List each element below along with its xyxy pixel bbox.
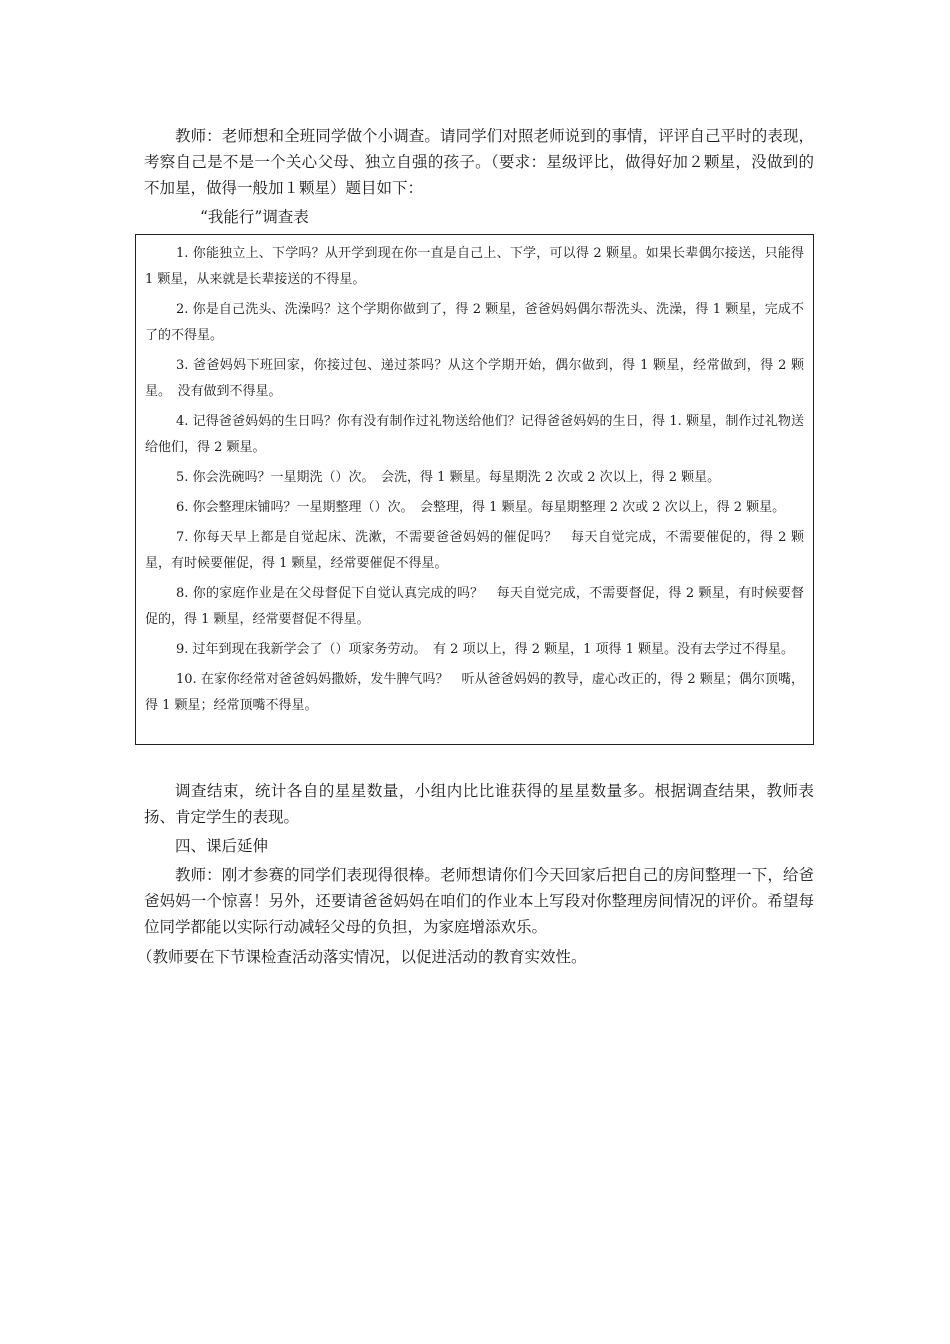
section-heading: 四、课后延伸	[175, 837, 269, 855]
survey-item: 10. 在家你经常对爸爸妈妈撒娇，发牛脾气吗？ 听从爸爸妈妈的教导，虚心改正的，得 2 颗星；偶尔顶嘴，得 1 颗星；经常顶嘴不得星。	[145, 672, 804, 713]
survey-item: 9. 过年到现在我新学会了（）项家务劳动。 有 2 项以上，得 2 颗星，1 项得 1 颗星。没有去学过不得星。	[176, 642, 795, 657]
survey-item: 2. 你是自己洗头、洗澡吗？这个学期你做到了，得 2 颗星，爸爸妈妈偶尔帮洗头、洗澡，得 1 颗星，完成不了的不得星。	[145, 302, 804, 343]
survey-item: 6. 你会整理床铺吗？一星期整理（）次。 会整理，得 1 颗星。每星期整理 2 次或 2 次以上，得 2 颗星。	[176, 500, 786, 515]
survey-item: 8. 你的家庭作业是在父母督促下自觉认真完成的吗？ 每天自觉完成，不需要督促，得 2 颗星，有时候要督促的，得 1 颗星，经常要督促不得星。	[145, 586, 804, 627]
survey-item: 1. 你能独立上、下学吗？从开学到现在你一直是自己上、下学，可以得 2 颗星。如果长辈偶尔接送，只能得 1 颗星，从来就是长辈接送的不得星。	[145, 246, 804, 287]
survey-item: 5. 你会洗碗吗？一星期洗（）次。 会洗，得 1 颗星。每星期洗 2 次或 2 次以上，得 2 颗星。	[176, 470, 721, 485]
homework-paragraph: 教师：刚才参赛的同学们表现得很棒。老师想请你们今天回家后把自己的房间整理一下，给爸爸妈妈一个惊喜！另外，还要请爸爸妈妈在咱们的作业本上写段对你整理房间情况的评价。希望每位同学都能以实际行动减轻父母的负担，为家庭增添欢乐。	[144, 866, 814, 936]
survey-item-list	[136, 235, 813, 719]
survey-item: 4. 记得爸爸妈妈的生日吗？你有没有制作过礼物送给他们？记得爸爸妈妈的生日，得 1. 颗星，制作过礼物送给他们，得 2 颗星。	[145, 414, 804, 455]
survey-item: 7. 你每天早上都是自觉起床、洗漱，不需要爸爸妈妈的催促吗？ 每天自觉完成，不需要催促的，得 2 颗星，有时候要催促，得 1 颗星，经常要催促不得星。	[145, 530, 804, 571]
survey-item: 3. 爸爸妈妈下班回家，你接过包、递过茶吗？从这个学期开始，偶尔做到，得 1 颗星，经常做到，得 2 颗星。 没有做到不得星。	[145, 358, 804, 399]
teacher-note: （教师要在下节课检查活动落实情况，以促进活动的教育实效性。	[137, 948, 587, 966]
survey-table-title: “我能行”调查表	[200, 208, 309, 226]
survey-table	[135, 234, 814, 745]
survey-result-paragraph: 调查结束，统计各自的星星数量，小组内比比谁获得的星星数量多。根据调查结果，教师表扬、肯定学生的表现。	[144, 782, 814, 826]
intro-paragraph: 教师：老师想和全班同学做个小调查。请同学们对照老师说到的事情，评评自己平时的表现，考察自己是不是一个关心父母、独立自强的孩子。（要求：星级评比，做得好加２颗星，没做到的不加星，做得一般加１颗星）题目如下：	[144, 127, 814, 197]
